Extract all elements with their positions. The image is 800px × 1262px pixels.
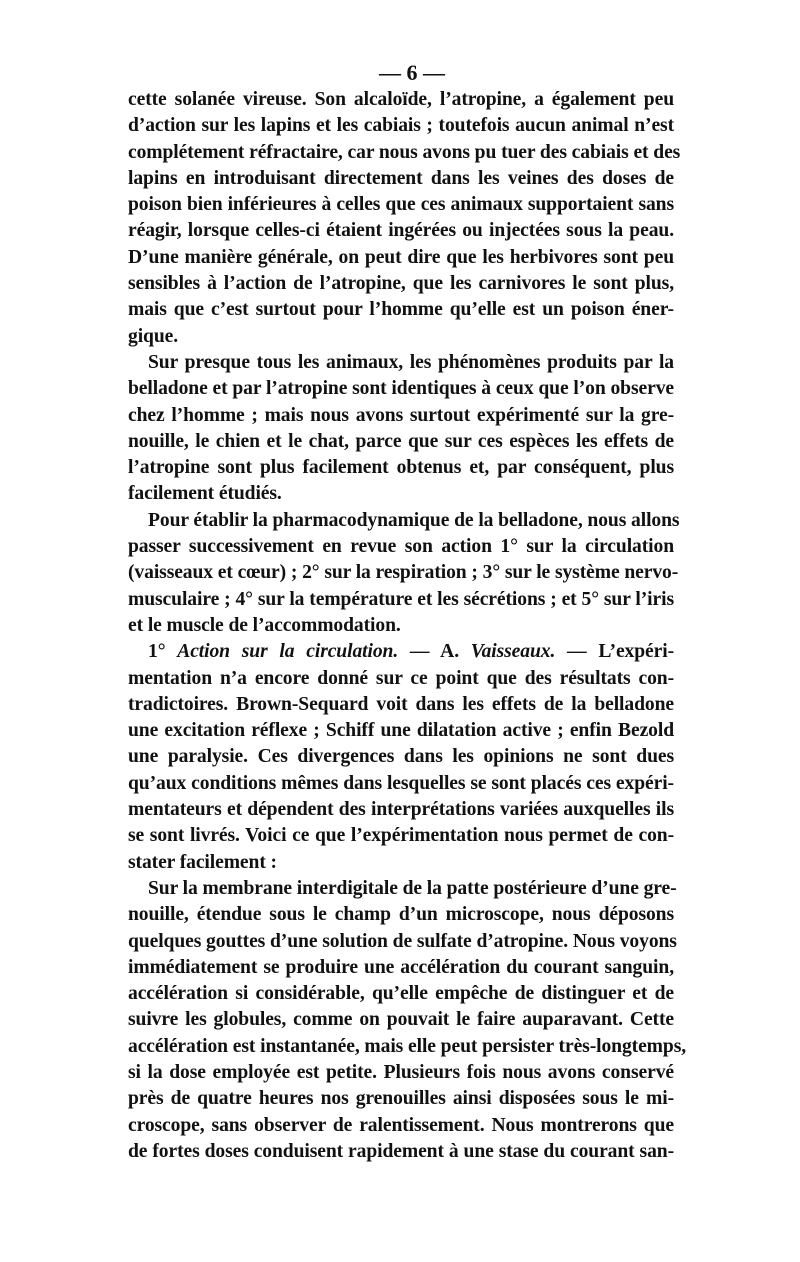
text-line: quelques gouttes d’une solution de sulfate d’atropine. Nous voyons (128, 930, 677, 952)
text-line: Sur presque tous les animaux, les phénomènes produits par la (148, 351, 674, 373)
text-line: suivre les globules, comme on pouvait le faire auparavant. Cette (128, 1009, 674, 1031)
text-line: une paralysie. Ces divergences dans les opinions ne sont dues (128, 746, 674, 768)
text-line: D’une manière générale, on peut dire que les herbivores sont peu (128, 246, 674, 268)
text-line: une excitation réflexe ; Schiff une dilatation active ; enfin Bezold (128, 720, 674, 742)
text-line: se sont livrés. Voici ce que l’expérimentation nous permet de con- (128, 825, 674, 847)
text-line: accélération est instantanée, mais elle peut persister très-longtemps, (128, 1035, 687, 1057)
text-line: (vaisseaux et cœur) ; 2° sur la respiration ; 3° sur le système nervo- (128, 562, 679, 584)
text-line: et le muscle de l’accommodation. (128, 614, 401, 636)
text-line (128, 639, 674, 665)
text-line: nouille, le chien et le chat, parce que sur ces espèces les effets de (128, 430, 674, 452)
text-line: mentation n’a encore donné sur ce point que des résultats con- (128, 667, 674, 689)
heading-part: Action sur la circulation. (177, 641, 399, 663)
text-line: mentateurs et dépendent des interprétations variées auxquelles ils (128, 799, 674, 821)
heading-part: 1° (148, 641, 178, 663)
text-line: immédiatement se produire une accélération du courant sanguin, (128, 956, 674, 978)
text-line: stater facilement : (128, 851, 277, 873)
text-line: Pour établir la pharmacodynamique de la belladone, nous allons (148, 509, 680, 531)
text-line: Sur la membrane interdigitale de la patte postérieure d’une gre- (148, 877, 677, 899)
text-line: sensibles à l’action de l’atropine, que les carnivores le sont plus, (128, 273, 674, 295)
heading-part: — L’expéri- (555, 641, 674, 663)
text-line: près de quatre heures nos grenouilles ainsi disposées sous le mi- (128, 1088, 674, 1110)
text-line: l’atropine sont plus facilement obtenus et, par conséquent, plus (128, 457, 674, 479)
text-line: qu’aux conditions mêmes dans lesquelles se sont placés ces expéri- (128, 772, 674, 794)
text-line: tradictoires. Brown-Sequard voit dans les effets de la belladone (128, 693, 674, 715)
text-line: chez l’homme ; mais nous avons surtout expérimenté sur la gre- (128, 404, 674, 426)
text-line: facilement étudiés. (128, 483, 282, 505)
text-line: croscope, sans observer de ralentissement. Nous montrerons que (128, 1114, 674, 1136)
text-line: nouille, étendue sous le champ d’un microscope, nous déposons (128, 904, 674, 926)
text-line: d’action sur les lapins et les cabiais ; toutefois aucun animal n’est (128, 115, 674, 137)
page-number: — 6 — (379, 60, 445, 85)
heading-part: — A. (398, 641, 471, 663)
text-line: musculaire ; 4° sur la température et les sécrétions ; et 5° sur l’iris (128, 588, 674, 610)
body-text (128, 87, 687, 1165)
text-line: mais que c’est surtout pour l’homme qu’elle est un poison éner- (128, 299, 674, 321)
text-line: lapins en introduisant directement dans les veines des doses de (128, 167, 674, 189)
text-line: poison bien inférieures à celles que ces animaux supportaient sans (128, 194, 674, 216)
text-line: réagir, lorsque celles-ci étaient ingérées ou injectées sous la peau. (128, 220, 674, 242)
text-line: passer successivement en revue son action 1° sur la circulation (128, 536, 674, 558)
text-line: de fortes doses conduisent rapidement à une stase du courant san- (128, 1140, 674, 1162)
text-line: si la dose employée est petite. Plusieurs fois nous avons conservé (128, 1061, 674, 1083)
text-line: accélération si considérable, qu’elle empêche de distinguer et de (128, 983, 674, 1005)
text-line: gique. (128, 325, 179, 347)
text-line: belladone et par l’atropine sont identiques à ceux que l’on observe (128, 378, 674, 400)
text-line: cette solanée vireuse. Son alcaloïde, l’atropine, a également peu (128, 89, 674, 110)
text-line: complétement réfractaire, car nous avons pu tuer des cabiais et des (128, 141, 681, 163)
heading-part: Vaisseaux. (470, 641, 556, 663)
